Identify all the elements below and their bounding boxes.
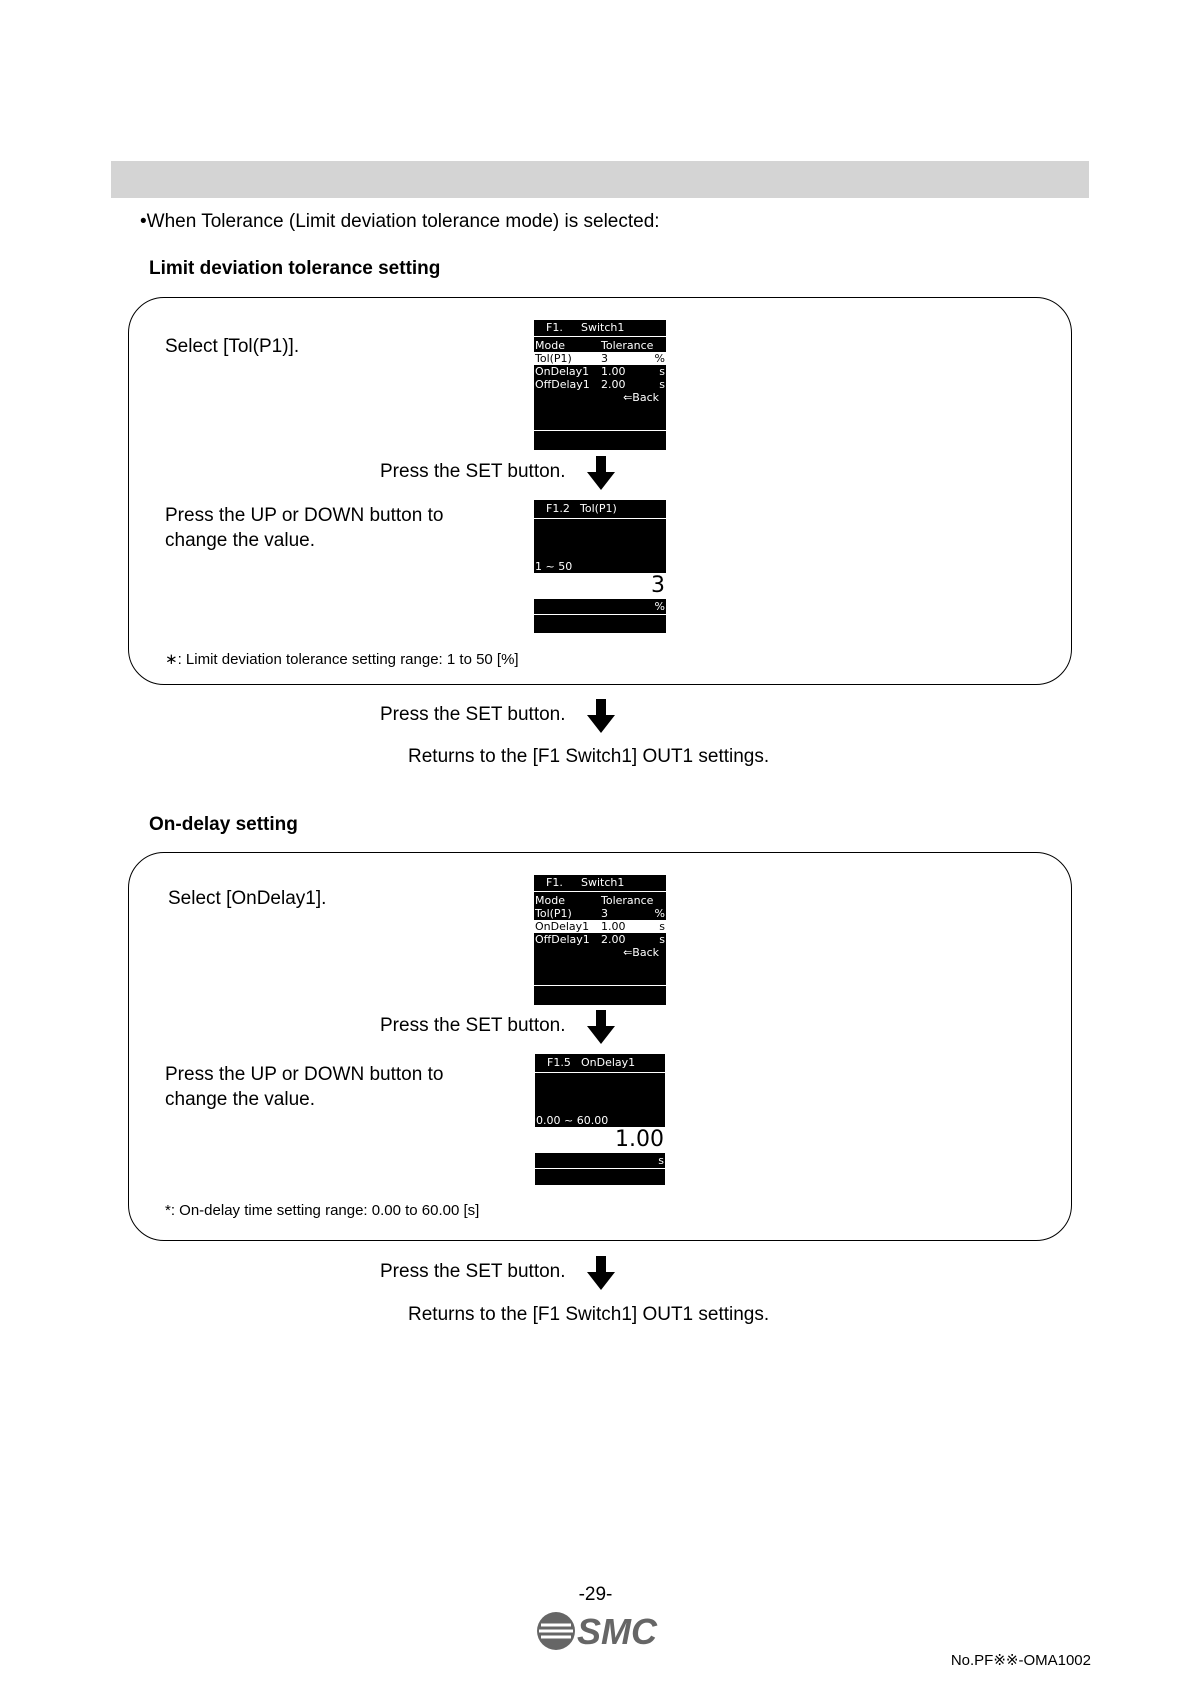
lcd-header-code: F1.	[546, 876, 563, 889]
lcd-row-mode	[534, 894, 666, 907]
lcd-row-offdelay	[534, 933, 666, 946]
lcd-menu-screen-tolerance	[534, 320, 666, 450]
section-title-ondelay: On-delay setting	[149, 814, 298, 835]
lcd-row-unit: s	[659, 933, 665, 946]
lcd-back: ⇐Back	[623, 946, 659, 959]
lcd-edit-screen-tolerance	[534, 500, 666, 633]
lcd-divider	[534, 891, 666, 892]
lcd-header-title: Switch1	[581, 321, 625, 334]
lcd-row-value: Tolerance	[601, 339, 654, 352]
down-arrow-icon	[587, 456, 615, 490]
lcd-unit-row	[535, 1154, 665, 1167]
range-note-tolerance: ∗: Limit deviation tolerance setting range: 1 to 50 [%]	[165, 651, 519, 668]
lcd-row-value: 1.00	[601, 920, 626, 933]
lcd-range-row	[534, 560, 666, 573]
lcd-edit-screen-ondelay	[535, 1054, 665, 1185]
step-change-value-line1: Press the UP or DOWN button to	[165, 505, 444, 526]
range-note-ondelay: *: On-delay time setting range: 0.00 to 60.00 [s]	[165, 1202, 480, 1219]
lcd-header-code: F1.	[546, 321, 563, 334]
returns-text: Returns to the [F1 Switch1] OUT1 settings.	[408, 746, 770, 767]
lcd-back: ⇐Back	[623, 391, 659, 404]
section-title-tolerance: Limit deviation tolerance setting	[149, 258, 441, 279]
lcd-row-tol	[534, 907, 666, 920]
lcd-value: 1.00	[615, 1127, 664, 1152]
lcd-row-value: 1.00	[601, 365, 626, 378]
lcd-value-field	[535, 1127, 665, 1153]
lcd-header	[534, 321, 666, 334]
down-arrow-icon	[587, 699, 615, 733]
lcd-row-value: 3	[601, 352, 608, 365]
lcd-back-row	[534, 391, 666, 404]
lcd-row-label: Tol(P1)	[535, 352, 572, 365]
lcd-divider	[535, 1072, 665, 1073]
document-number: No.PF※※-OMA1002	[950, 1652, 1091, 1669]
lcd-divider	[534, 614, 666, 615]
lcd-row-mode	[534, 339, 666, 352]
lcd-header-title: OnDelay1	[581, 1056, 636, 1069]
lcd-row-offdelay	[534, 378, 666, 391]
press-set-instruction: Press the SET button.	[380, 461, 566, 482]
lcd-header	[534, 876, 666, 889]
step-change-value-line1: Press the UP or DOWN button to	[165, 1064, 444, 1085]
lcd-divider	[535, 1168, 665, 1169]
down-arrow-icon	[587, 1256, 615, 1290]
lcd-row-unit: s	[659, 378, 665, 391]
lcd-range-row	[535, 1114, 665, 1127]
lcd-row-ondelay	[534, 365, 666, 378]
lcd-row-label: OnDelay1	[535, 920, 590, 933]
lcd-unit-row	[534, 600, 666, 613]
returns-text: Returns to the [F1 Switch1] OUT1 settings.	[408, 1304, 770, 1325]
lcd-row-ondelay-selected	[534, 920, 666, 933]
down-arrow-icon	[587, 1010, 615, 1044]
step-select-ondelay: Select [OnDelay1].	[168, 888, 327, 909]
lcd-row-unit: s	[659, 365, 665, 378]
lcd-row-tol-selected	[534, 352, 666, 365]
step-change-value-line2: change the value.	[165, 1089, 316, 1110]
page-number: -29-	[578, 1584, 613, 1605]
lcd-row-unit: %	[654, 907, 665, 920]
lcd-header-title: Switch1	[581, 876, 625, 889]
lcd-row-value: 2.00	[601, 933, 626, 946]
step-change-value-line2: change the value.	[165, 530, 316, 551]
press-set-instruction: Press the SET button.	[380, 1261, 566, 1282]
section-header-bar	[111, 161, 1089, 198]
logo-text: SMC	[577, 1611, 657, 1652]
lcd-header-code: F1.5	[547, 1056, 571, 1069]
lcd-value: 3	[651, 573, 665, 598]
lcd-back-row	[534, 946, 666, 959]
lcd-divider	[534, 430, 666, 431]
lcd-value-field	[534, 573, 666, 599]
smc-logo-icon	[535, 1609, 667, 1653]
lcd-row-value: 3	[601, 907, 608, 920]
lcd-header-title: Tol(P1)	[580, 502, 617, 515]
lcd-unit: s	[658, 1154, 664, 1167]
lcd-row-unit: s	[659, 920, 665, 933]
lcd-row-value: Tolerance	[601, 894, 654, 907]
press-set-instruction: Press the SET button.	[380, 704, 566, 725]
lcd-row-unit: %	[654, 352, 665, 365]
lcd-row-label: Tol(P1)	[535, 907, 572, 920]
lcd-divider	[534, 985, 666, 986]
lcd-header	[534, 502, 666, 515]
lcd-menu-screen-ondelay	[534, 875, 666, 1005]
lcd-range: 0.00 ~ 60.00	[536, 1114, 609, 1127]
lcd-header	[535, 1056, 665, 1069]
lcd-row-label: OffDelay1	[535, 378, 590, 391]
step-select-tol: Select [Tol(P1)].	[165, 336, 300, 357]
press-set-instruction: Press the SET button.	[380, 1015, 566, 1036]
lcd-header-code: F1.2	[546, 502, 570, 515]
lcd-range: 1 ~ 50	[535, 560, 573, 573]
lcd-divider	[534, 518, 666, 519]
lcd-row-value: 2.00	[601, 378, 626, 391]
lcd-unit: %	[654, 600, 665, 613]
lcd-divider	[534, 336, 666, 337]
lcd-row-label: OnDelay1	[535, 365, 590, 378]
lcd-row-label: Mode	[535, 339, 565, 352]
lcd-row-label: Mode	[535, 894, 565, 907]
intro-text: •When Tolerance (Limit deviation tolerance mode) is selected:	[140, 211, 660, 232]
lcd-row-label: OffDelay1	[535, 933, 590, 946]
